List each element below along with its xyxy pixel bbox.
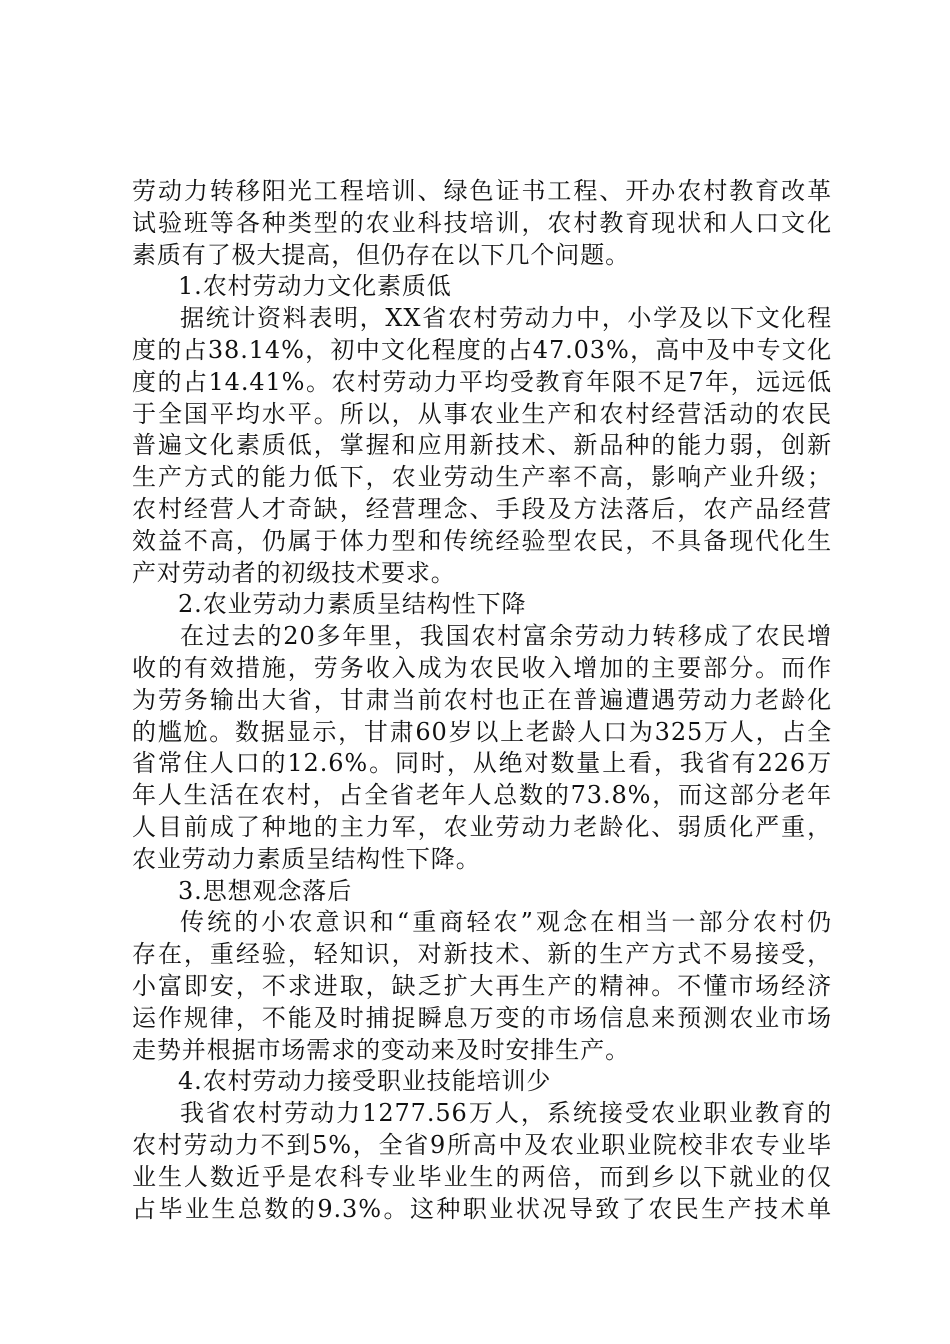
section-heading: 4.农村劳动力接受职业技能培训少: [178, 1067, 552, 1096]
text-line: 存在，重经验，轻知识，对新技术、新的生产方式不易接受，: [132, 940, 832, 969]
text-line: 素质有了极大提高，但仍存在以下几个问题。: [132, 240, 630, 269]
text-line: 生产方式的能力低下，农业劳动生产率不高，影响产业升级；: [132, 463, 832, 492]
text-line: 省常住人口的12.6%。同时，从绝对数量上看，我省有226万: [132, 749, 832, 778]
text-line: 效益不高，仍属于体力型和传统经验型农民，不具备现代化生: [132, 526, 832, 555]
text-line: 劳动力转移阳光工程培训、绿色证书工程、开办农村教育改革: [132, 177, 832, 205]
text-line: 为劳务输出大省，甘肃当前农村也正在普遍遭遇劳动力老龄化: [132, 685, 832, 714]
text-line: 产对劳动者的初级技术要求。: [132, 558, 456, 587]
text-line: 走势并根据市场需求的变动来及时安排生产。: [132, 1035, 630, 1064]
text-line: 农业劳动力素质呈结构性下降。: [132, 844, 481, 873]
text-line: 业生人数近乎是农科专业毕业生的两倍，而到乡以下就业的仅: [132, 1162, 832, 1191]
section-heading: 3.思想观念落后: [178, 876, 353, 905]
document-body: [132, 176, 832, 1225]
text-line: 的尴尬。数据显示，甘肃60岁以上老龄人口为325万人，占全: [132, 717, 832, 746]
text-line: 试验班等各种类型的农业科技培训，农村教育现状和人口文化: [132, 208, 832, 237]
text-line: 度的占38.14%，初中文化程度的占47.03%，高中及中专文化: [132, 335, 832, 364]
text-line: 年人生活在农村，占全省老年人总数的73.8%，而这部分老年: [132, 781, 832, 810]
section-heading: 1.农村劳动力文化素质低: [178, 272, 452, 301]
text-line: 普遍文化素质低，掌握和应用新技术、新品种的能力弱，创新: [132, 431, 832, 460]
text-line: 于全国平均水平。所以，从事农业生产和农村经营活动的农民: [132, 399, 832, 428]
text-line: 在过去的20多年里，我国农村富余劳动力转移成了农民增: [180, 622, 832, 651]
text-line: 度的占14.41%。农村劳动力平均受教育年限不足7年，远远低: [132, 367, 832, 396]
text-line: 占毕业生总数的9.3%。这种职业状况导致了农民生产技术单: [132, 1194, 832, 1223]
text-line: 农村经营人才奇缺，经营理念、手段及方法落后，农产品经营: [132, 494, 832, 523]
text-line: 运作规律，不能及时捕捉瞬息万变的市场信息来预测农业市场: [132, 1003, 832, 1032]
section-heading: 2.农业劳动力素质呈结构性下降: [178, 590, 527, 619]
text-line: 传统的小农意识和“重商轻农”观念在相当一部分农村仍: [180, 908, 832, 937]
text-line: 据统计资料表明，XX省农村劳动力中，小学及以下文化程: [180, 304, 832, 333]
text-line: 收的有效措施，劳务收入成为农民收入增加的主要部分。而作: [132, 653, 832, 682]
text-line: 农村劳动力不到5%，全省9所高中及农业职业院校非农专业毕: [132, 1130, 832, 1159]
text-line: 我省农村劳动力1277.56万人，系统接受农业职业教育的: [180, 1099, 832, 1128]
text-line: 人目前成了种地的主力军，农业劳动力老龄化、弱质化严重，: [132, 812, 832, 841]
text-line: 小富即安，不求进取，缺乏扩大再生产的精神。不懂市场经济: [132, 971, 832, 1000]
